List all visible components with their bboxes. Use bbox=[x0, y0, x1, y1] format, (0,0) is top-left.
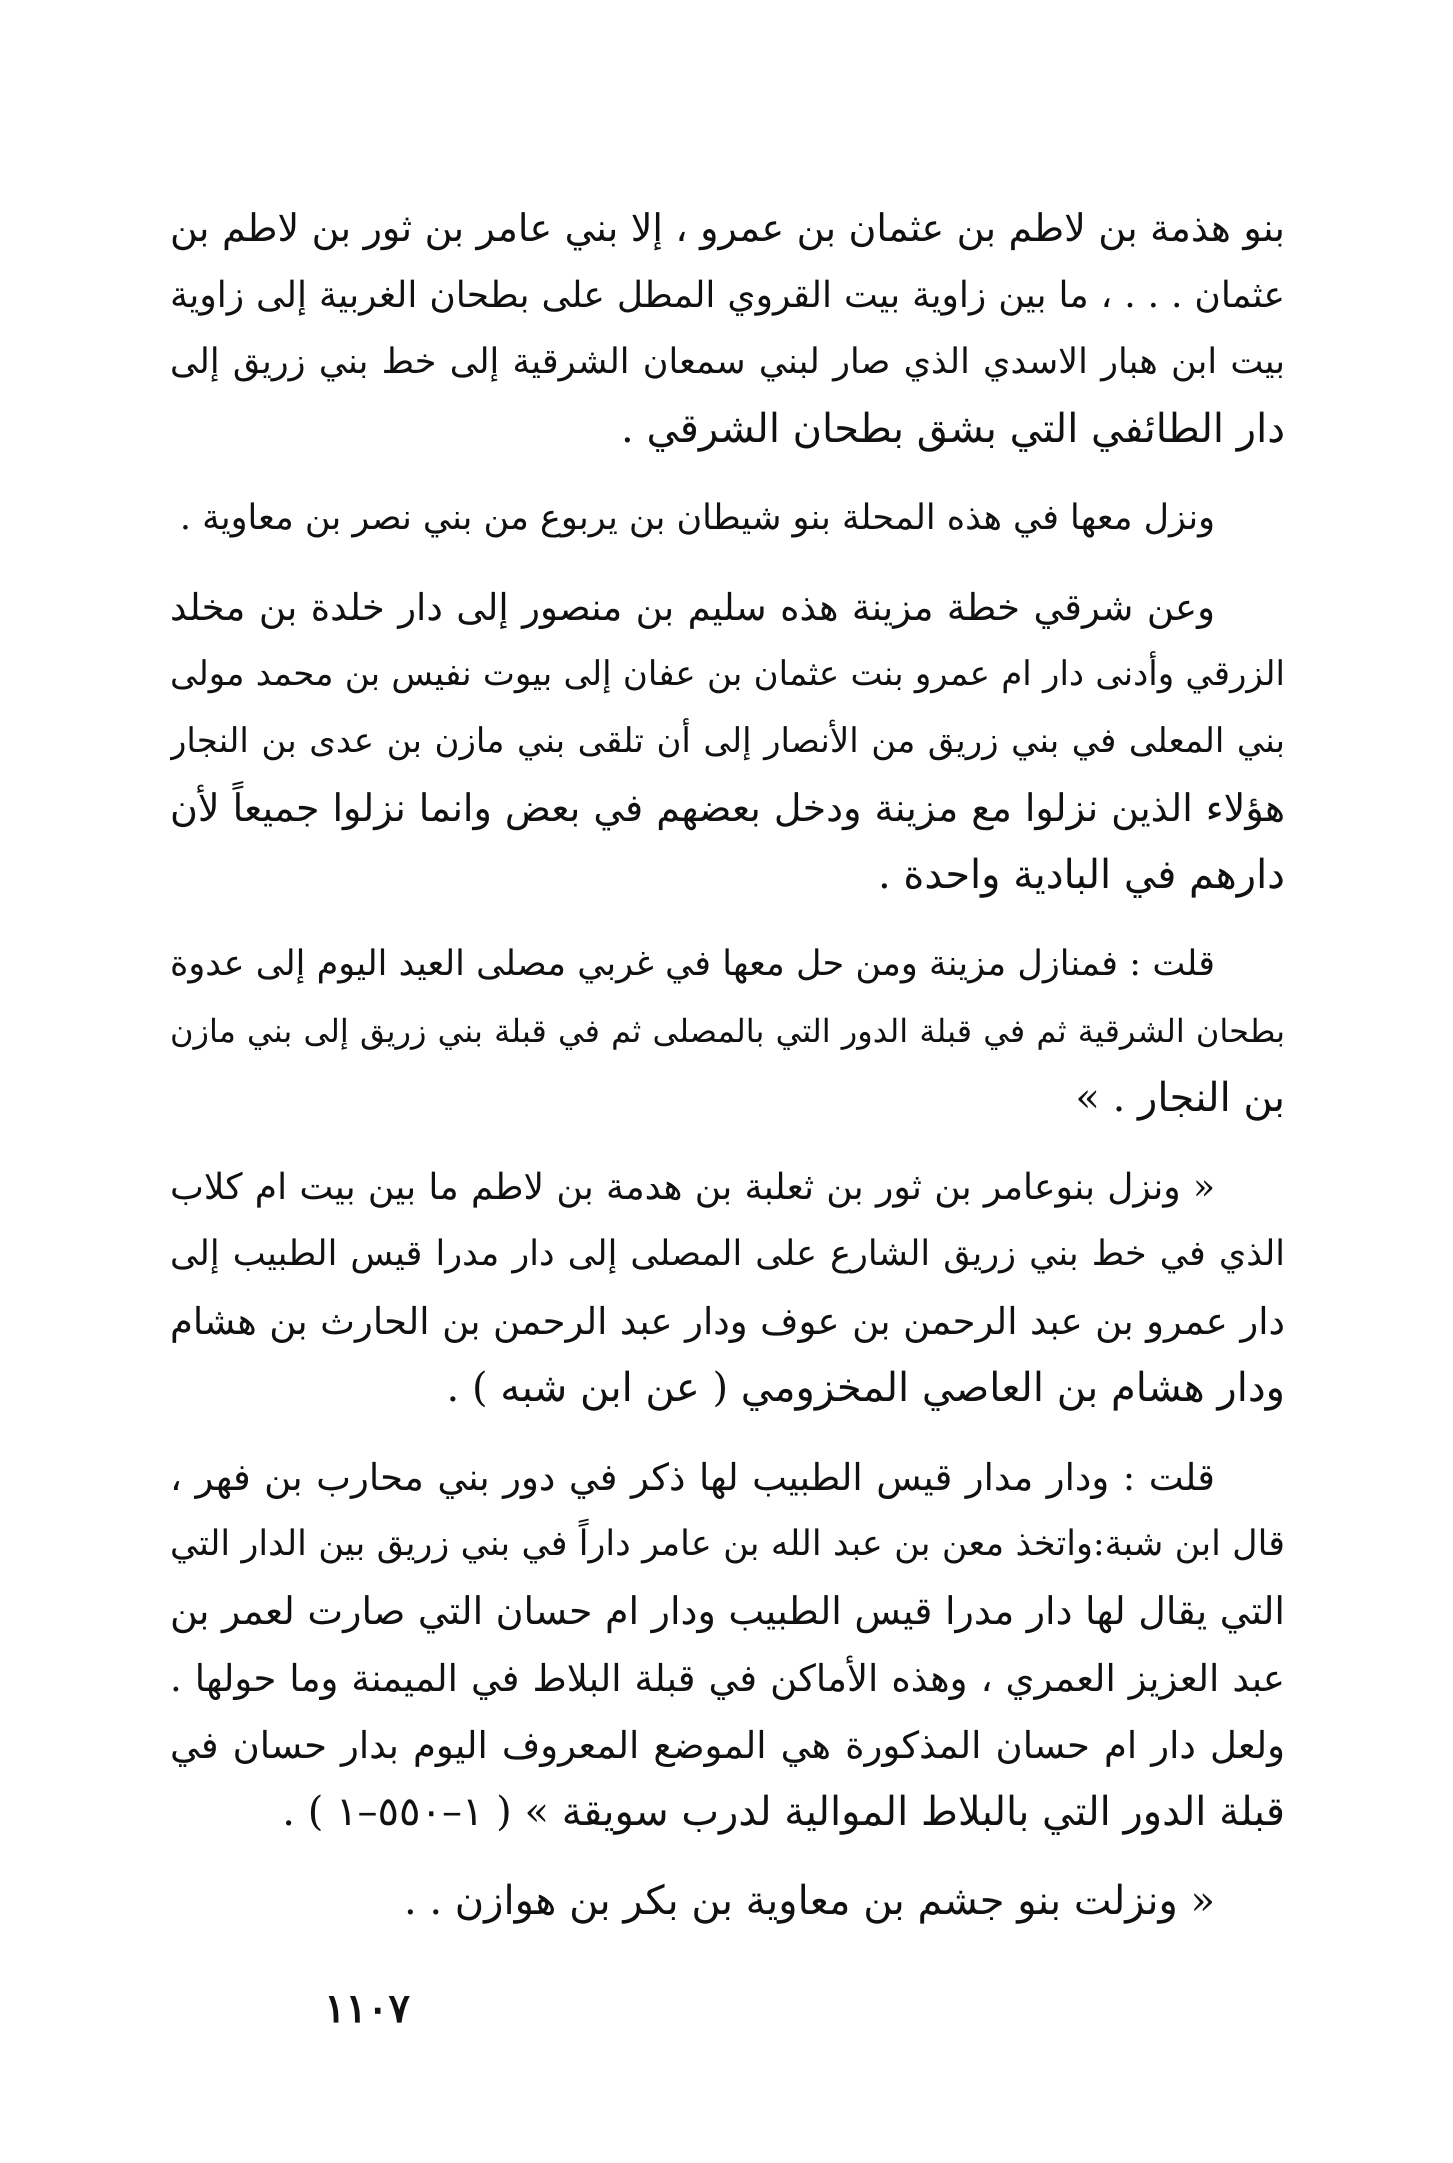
paragraph-7 bbox=[170, 1868, 1285, 1935]
text-line: بن النجار . » bbox=[1075, 1075, 1285, 1121]
paragraph-3 bbox=[170, 574, 1285, 909]
text-line: بيت ابن هبار الاسدي الذي صار لبني سمعان الشرقية إلى خط بني زريق إلى bbox=[170, 342, 1285, 382]
text-line: بني المعلى في بني زريق من الأنصار إلى أن تلقى بني مازن بن عدى بن النجار bbox=[170, 721, 1285, 761]
text-line: هؤلاء الذين نزلوا مع مزينة ودخل بعضهم في بعض وانما نزلوا جميعاً لأن bbox=[170, 786, 1285, 830]
text-line: الذي في خط بني زريق الشارع على المصلى إلى دار مدرا قيس الطبيب إلى bbox=[170, 1234, 1285, 1274]
text-line: قال ابن شبة:واتخذ معن بن عبد الله بن عامر داراً في بني زريق بين الدار التي bbox=[170, 1524, 1285, 1564]
text-line: قبلة الدور التي بالبلاط الموالية لدرب سويقة » ( ١–٥٥٠–١ ) . bbox=[282, 1789, 1285, 1835]
text-line: ولعل دار ام حسان المذكورة هي الموضع المعروف اليوم بدار حسان في bbox=[170, 1724, 1285, 1767]
text-line: دارهم في البادية واحدة . bbox=[877, 852, 1285, 898]
text-line: بطحان الشرقية ثم في قبلة الدور التي بالمصلى ثم في قبلة بني زريق إلى بني مازن bbox=[170, 1012, 1285, 1050]
text-line: قلت : ودار مدار قيس الطبيب لها ذكر في دور بني محارب بن فهر ، bbox=[170, 1456, 1215, 1499]
text-line: عبد العزيز العمري ، وهذه الأماكن في قبلة البلاط في الميمنة وما حولها . bbox=[170, 1657, 1285, 1700]
paragraph-1 bbox=[170, 195, 1285, 463]
text-line: قلت : فمنازل مزينة ومن حل معها في غربي مصلى العيد اليوم إلى عدوة bbox=[170, 944, 1215, 984]
text-line: وعن شرقي خطة مزينة هذه سليم بن منصور إلى دار خلدة بن مخلد bbox=[170, 586, 1215, 629]
text-line: دار عمرو بن عبد الرحمن بن عوف ودار عبد الرحمن بن الحارث بن هشام bbox=[170, 1300, 1285, 1343]
text-line: « ونزل بنوعامر بن ثور بن ثعلبة بن هدمة بن لاطم ما بين بيت ام كلاب bbox=[170, 1167, 1215, 1208]
text-line: دار الطائفي التي بشق بطحان الشرقي . bbox=[621, 406, 1285, 452]
text-line: « ونزلت بنو جشم بن معاوية بن بكر بن هوازن . . bbox=[403, 1878, 1215, 1924]
paragraph-5 bbox=[170, 1154, 1285, 1422]
text-line: بنو هذمة بن لاطم بن عثمان بن عمرو ، إلا بني عامر بن ثور بن لاطم بن bbox=[170, 206, 1285, 250]
page-number: ١١٠٧ bbox=[324, 1985, 410, 2032]
text-line: التي يقال لها دار مدرا قيس الطبيب ودار ام حسان التي صارت لعمر بن bbox=[170, 1589, 1285, 1633]
paragraph-4 bbox=[170, 931, 1285, 1132]
paragraph-2 bbox=[170, 485, 1285, 552]
text-line: ودار هشام بن العاصي المخزومي ( عن ابن شبه ) . bbox=[446, 1365, 1285, 1411]
paragraph-6 bbox=[170, 1444, 1285, 1846]
text-line: الزرقي وأدنى دار ام عمرو بنت عثمان بن عفان إلى بيوت نفيس بن محمد مولى bbox=[170, 654, 1285, 694]
text-line: عثمان . . . ، ما بين زاوية بيت القروي المطل على بطحان الغربية إلى زاوية bbox=[170, 275, 1285, 316]
text-line: ونزل معها في هذه المحلة بنو شيطان بن يربوع من بني نصر بن معاوية . bbox=[179, 498, 1215, 538]
page-body-text bbox=[170, 195, 1285, 1957]
